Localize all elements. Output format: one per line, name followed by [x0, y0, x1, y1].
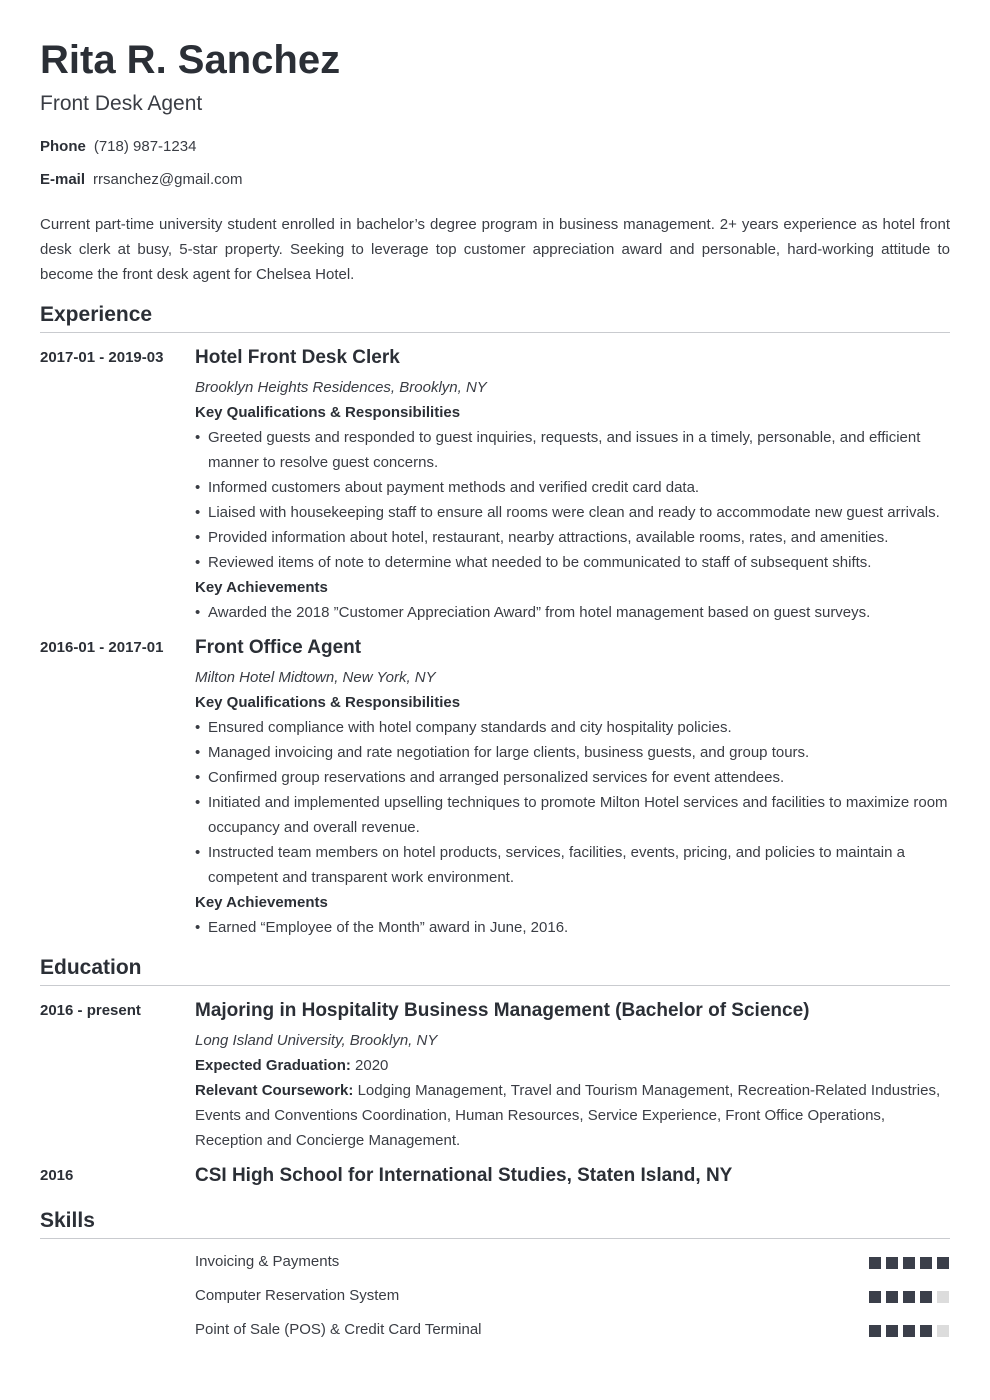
list-item: • Awarded the 2018 ”Customer Appreciation Award” from hotel management based on guest surveys.: [195, 600, 950, 625]
graduation-line: [195, 1053, 950, 1078]
coursework-value: Lodging Management, Travel and Tourism Management, Recreation-Related Industries, Events and Conventions Coordination, Human Resources, Service Experience, Front Office Operations, Reception and Concierge Management.: [195, 1082, 941, 1149]
summary-paragraph: Current part-time university student enrolled in bachelor’s degree program in business management. 2+ years experience as hotel front desk clerk at busy, 5-star property. Seeking to leverage top customer appreciation award and personable, hard-working attitude to become the front desk agent for Chelsea Hotel.: [40, 216, 950, 283]
rating-square-filled: [886, 1257, 898, 1269]
list-item: • Earned “Employee of the Month” award in June, 2016.: [195, 915, 950, 940]
skills-heading: Skills: [40, 1208, 950, 1239]
job-dates: 2017-01 - 2019-03: [40, 349, 164, 366]
job-title: Front Desk Agent: [40, 92, 203, 115]
responsibilities-list: [195, 425, 950, 575]
rating-square-empty: [937, 1325, 949, 1337]
list-item: • Initiated and implemented upselling techniques to promote Milton Hotel services and facilities to maximize room occupancy and overall revenue.: [195, 790, 950, 840]
email-value[interactable]: rrsanchez@gmail.com: [93, 171, 243, 188]
qualifications-heading: Key Qualifications & Responsibilities: [195, 694, 461, 711]
rating-square-filled: [903, 1257, 915, 1269]
achievements-heading: Key Achievements: [195, 894, 328, 911]
job-dates: 2016-01 - 2017-01: [40, 639, 164, 656]
rating-square-filled: [920, 1257, 932, 1269]
skill-row: [195, 1252, 950, 1272]
graduation-label: Expected Graduation:: [195, 1057, 351, 1074]
skill-rating: [869, 1325, 949, 1337]
list-item: • Instructed team members on hotel products, services, facilities, events, pricing, and policies to maintain a competent and transparent work environment.: [195, 840, 950, 890]
job-role: Front Office Agent: [195, 637, 362, 658]
degree-title: CSI High School for International Studies, Staten Island, NY: [195, 1165, 733, 1186]
phone-value: (718) 987-1234: [93, 138, 197, 155]
responsibilities-list: [195, 715, 950, 890]
education-dates: 2016: [40, 1167, 74, 1184]
graduation-value: 2020: [355, 1057, 389, 1074]
coursework-line: [195, 1078, 950, 1153]
education-heading: Education: [40, 955, 950, 986]
list-item: • Ensured compliance with hotel company standards and city hospitality policies.: [195, 715, 950, 740]
rating-square-filled: [869, 1325, 881, 1337]
rating-square-filled: [903, 1325, 915, 1337]
list-item: • Informed customers about payment methods and verified credit card data.: [195, 475, 950, 500]
rating-square-filled: [920, 1291, 932, 1303]
qualifications-heading: Key Qualifications & Responsibilities: [195, 404, 461, 421]
list-item: • Provided information about hotel, restaurant, nearby attractions, available rooms, rates, and amenities.: [195, 525, 950, 550]
skill-row: [195, 1320, 950, 1340]
phone-label: Phone: [40, 138, 86, 155]
candidate-name: Rita R. Sanchez: [40, 38, 341, 82]
degree-title: Majoring in Hospitality Business Management (Bachelor of Science): [195, 1000, 810, 1021]
email-row: [40, 170, 242, 190]
rating-square-filled: [869, 1291, 881, 1303]
rating-square-filled: [903, 1291, 915, 1303]
achievements-heading: Key Achievements: [195, 579, 328, 596]
rating-square-empty: [937, 1291, 949, 1303]
skill-name: Computer Reservation System: [195, 1287, 400, 1304]
skill-name: Point of Sale (POS) & Credit Card Terminal: [195, 1321, 482, 1338]
education-dates: 2016 - present: [40, 1002, 141, 1019]
list-item: • Liaised with housekeeping staff to ensure all rooms were clean and ready to accommodate new guest arrivals.: [195, 500, 950, 525]
achievements-list: [195, 915, 950, 940]
email-label: E-mail: [40, 171, 86, 188]
list-item: • Reviewed items of note to determine what needed to be communicated to staff of subsequent shifts.: [195, 550, 950, 575]
list-item: • Greeted guests and responded to guest inquiries, requests, and issues in a timely, personable, and efficient manner to resolve guest concerns.: [195, 425, 950, 475]
phone-row: [40, 137, 196, 157]
coursework-label: Relevant Coursework:: [195, 1082, 354, 1099]
rating-square-filled: [886, 1291, 898, 1303]
job-role: Hotel Front Desk Clerk: [195, 347, 400, 368]
job-company: Brooklyn Heights Residences, Brooklyn, NY: [195, 379, 487, 396]
list-item: • Managed invoicing and rate negotiation for large clients, business guests, and group tours.: [195, 740, 950, 765]
job-company: Milton Hotel Midtown, New York, NY: [195, 669, 436, 686]
rating-square-filled: [886, 1325, 898, 1337]
skill-rating: [869, 1291, 949, 1303]
list-item: • Confirmed group reservations and arranged personalized services for event attendees.: [195, 765, 950, 790]
experience-heading: Experience: [40, 302, 950, 333]
rating-square-filled: [937, 1257, 949, 1269]
school-name: Long Island University, Brooklyn, NY: [195, 1032, 438, 1049]
rating-square-filled: [920, 1325, 932, 1337]
rating-square-filled: [869, 1257, 881, 1269]
skill-name: Invoicing & Payments: [195, 1253, 340, 1270]
skill-rating: [869, 1257, 949, 1269]
skill-row: [195, 1286, 950, 1306]
achievements-list: [195, 600, 950, 625]
